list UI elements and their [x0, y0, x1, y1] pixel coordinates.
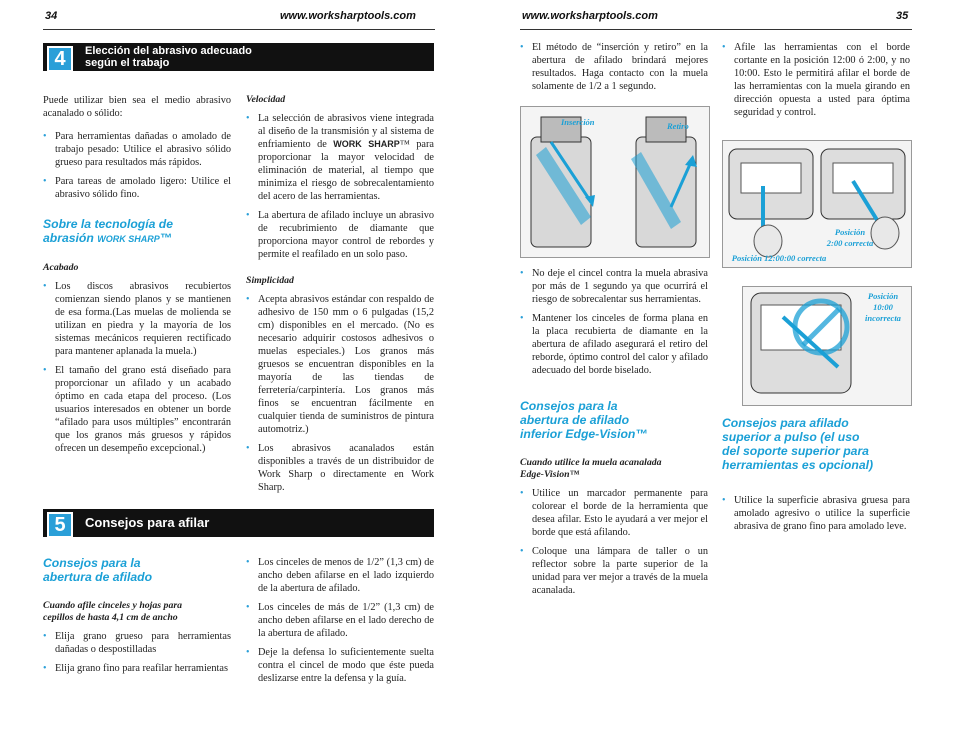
col4-bottom	[722, 416, 910, 539]
list-item: • La abertura de afilado incluye un abrasivo de recubrimiento de diamante que proporciona mayor control de rebordes y permite el reafilado en un solo paso.	[246, 209, 434, 261]
acabado-label: Acabado	[43, 262, 79, 273]
section-5-bar	[43, 509, 434, 537]
list-item: • La selección de abrasivos viene integrada al diseño de la transmisión y al sistema de enfriamiento de WORK SHARP™ para proporcionar la mayor velocidad de eliminación de material, al tiempo que minimiza el riesgo de sobrecalentamiento del acero de las herramientas.	[246, 112, 434, 203]
velocidad-label: Velocidad	[246, 94, 286, 105]
left-page-number: 34	[45, 10, 58, 22]
col1	[43, 94, 231, 461]
list-item: • Acepta abrasivos estándar con respaldo de adhesivo de 150 mm o 6 pulgadas (15,2 cm) disponibles en el mercado. (No es necesario adquirir costosos adhesivos o muelas especiales.) Los granos más gruesos se encuentran disponibles en la mayoría de las tiendas de ferretería/carpintería. Los granos más finos se encuentran fácilmente en cualquier tienda de suministros de pintura automotriz.)	[246, 293, 434, 436]
cap-10-incorrect: Posición 10:00 incorrecta	[865, 291, 901, 323]
acabado-bullets	[43, 280, 231, 455]
velocidad-bullets	[246, 112, 434, 261]
col3-mid-bullets	[520, 267, 708, 377]
right-header-rule	[520, 29, 912, 30]
list-item: • El método de “inserción y retiro” en la abertura de afilado brindará mejores resultados. Haga contacto con la muela solamente de 1/2 a 1 segundo.	[520, 41, 708, 93]
list-item: • El tamaño del grano está diseñado para proporcionar un afilado y un acabado óptimo en cada etapa del proceso. (Los usuarios interesados en obtener un borde “afilado para usos múltiples” encontrarán que los granos más gruesos y rápidos ofrecen un desempeño excepcional.)	[43, 364, 231, 455]
list-item: • Utilice la superficie abrasiva gruesa para amolado agresivo o utilice la superficie abrasiva de grano fino para amolado leve.	[722, 494, 910, 533]
section-5-number: 5	[47, 512, 73, 538]
list-item: • Los cinceles de más de 1/2” (1,3 cm) de ancho deben afilarse en el lado derecho de la abertura de afilado.	[246, 601, 434, 640]
position-incorrect-figure	[742, 286, 912, 406]
retire-label: Retiro	[667, 121, 689, 131]
col1-bullets	[43, 130, 231, 201]
left-url[interactable]: www.worksharptools.com	[280, 10, 416, 22]
col4-top-bullets	[722, 41, 910, 119]
sec5-left-sub: Cuando afile cinceles y hojas para cepillos de hasta 4,1 cm de ancho	[43, 600, 183, 623]
insert-label: Inserción	[561, 117, 595, 127]
sec5-left	[43, 556, 231, 681]
cap-12-correct: Posición 12:00:00 correcta	[731, 253, 827, 263]
list-item: • No deje el cincel contra la muela abrasiva por más de 1 segundo ya que ocurrirá el riesgo de sobrecalentar sus herramientas.	[520, 267, 708, 306]
cap-2-correct: Posición 2:00 correcta	[826, 227, 874, 248]
right-page-number: 35	[896, 10, 909, 22]
section-4-number: 4	[47, 46, 73, 72]
col3-heading: Consejos para la abertura de afilado inferior Edge-Vision™	[520, 399, 648, 441]
col4-heading: Consejos para afilado superior a pulso (el uso del soporte superior para herramientas es opcional)	[722, 416, 874, 472]
list-item: • Para tareas de amolado ligero: Utilice el abrasivo sólido fino.	[43, 175, 231, 201]
list-item: • Los cinceles de menos de 1/2” (1,3 cm) de ancho deben afilarse en el lado izquierdo de la abertura de afilado.	[246, 556, 434, 595]
col1-heading: Sobre la tecnología de abrasión WORK SHARP™	[43, 217, 174, 245]
insert-retire-figure	[520, 106, 710, 258]
simplicidad-label: Simplicidad	[246, 275, 294, 286]
sec5-left-bullets	[43, 630, 231, 675]
list-item: • Utilice un marcador permanente para colorear el borde de la herramienta que desea afilar. Esto le ayudará a ver mejor el borde que está afilando.	[520, 487, 708, 539]
section-4-bar	[43, 43, 434, 71]
list-item: • Los abrasivos acanalados están disponibles a través de un distribuidor de Work Sharp o directamente en Work Sharp.	[246, 442, 434, 494]
sec5-mid-bullets	[246, 556, 434, 685]
section-5-title: Consejos para afilar	[85, 515, 210, 530]
sec5-mid	[246, 556, 434, 691]
list-item: • Coloque una lámpara de taller o un reflector sobre la parte superior de la unidad para ver mejor a través de la muela acanalada.	[520, 545, 708, 597]
col3-bottom-bullets	[520, 487, 708, 597]
col3-top-bullets	[520, 41, 708, 93]
list-item: • Deje la defensa lo suficientemente suelta contra el cincel de modo que éste pueda deslizarse entre la defensa y la guía.	[246, 646, 434, 685]
section-4-title: Elección del abrasivo adecuado según el trabajo	[85, 45, 252, 69]
list-item: • Elija grano grueso para herramientas dañadas o despostilladas	[43, 630, 231, 656]
col2	[246, 94, 434, 500]
simplicidad-bullets	[246, 293, 434, 494]
list-item: • Afile las herramientas con el borde cortante en la posición 12:00 ó 2:00, y no 10:00. Esto le permitirá afilar el borde de las herramientas con la muela girando en dirección opuesta a usted para óptima seguridad y control.	[722, 41, 910, 119]
col4-bottom-bullets	[722, 494, 910, 533]
list-item: • Mantener los cinceles de forma plana en la placa recubierta de diamante en la abertura de afilado asegurará el retiro del reborde, óptimo control del calor y afilado adecuado del borde biselado.	[520, 312, 708, 377]
sec5-left-heading: Consejos para la abertura de afilado	[43, 556, 153, 584]
list-item: • Para herramientas dañadas o amolado de trabajo pesado: Utilice el abrasivo sólido grueso para resultados más rápidos.	[43, 130, 231, 169]
col3-mid	[520, 267, 708, 603]
list-item: • Los discos abrasivos recubiertos comienzan siendo planos y se mantienen de esa forma.(Las muelas de molienda se utilizan en piedra y la mayoría de los sistemas mecánicos requieren rectificado para mantener aplanada la muela.)	[43, 280, 231, 358]
col1-intro: Puede utilizar bien sea el medio abrasivo acanalado o sólido:	[43, 95, 231, 119]
list-item: • Elija grano fino para reafilar herramientas	[43, 662, 231, 675]
right-url[interactable]: www.worksharptools.com	[522, 10, 658, 22]
position-correct-figure	[722, 140, 912, 268]
col3-top	[520, 41, 708, 99]
col4-top	[722, 41, 910, 125]
left-header-rule	[43, 29, 435, 30]
col3-sub: Cuando utilice la muela acanalada Edge-Vision™	[520, 457, 662, 480]
